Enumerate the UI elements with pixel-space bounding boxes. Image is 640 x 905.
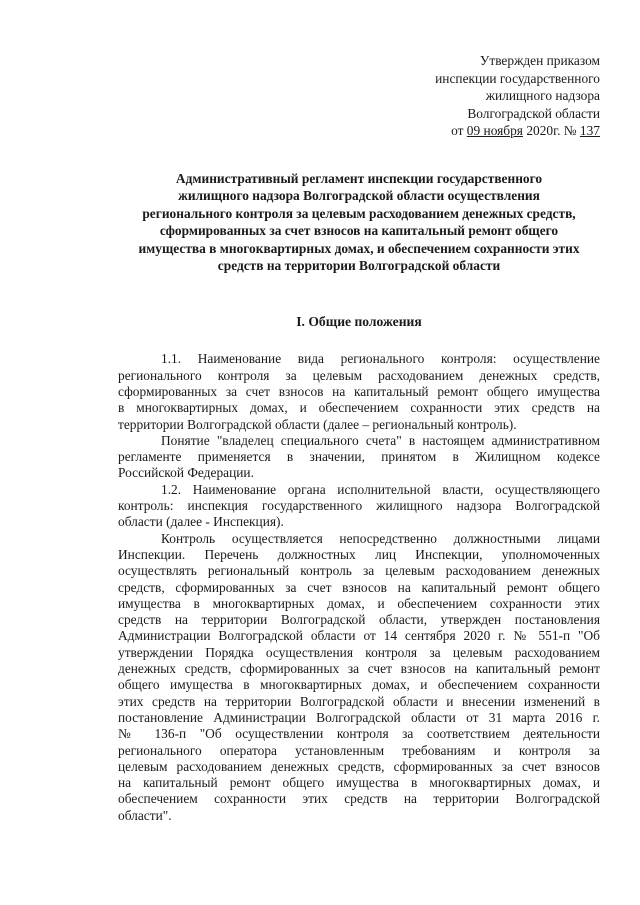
paragraph-1-1 (118, 351, 600, 432)
section-heading: I. Общие положения (296, 314, 422, 330)
title-line: жилищного надзора Волгоградской области осуществления (178, 188, 540, 204)
paragraph-line: регионального контроля за целевым расходованием денежных средств, (118, 367, 600, 383)
paragraph-line: № 136-п "Об осуществлении контроля за соответствием деятельности (118, 726, 600, 742)
paragraph-line: утверждении Порядка осуществления контроля за целевым расходованием (118, 644, 600, 660)
paragraph-line: Инспекции. Перечень должностных лиц Инспекции, уполномоченных (118, 546, 600, 562)
paragraph-line: регламенте применяется в значении, принятом в Жилищном кодексе (118, 449, 600, 465)
document-body (118, 351, 600, 824)
paragraph-line: 1.1. Наименование вида регионального контроля: осуществление (161, 351, 600, 367)
paragraph-line: сформированных за счет взносов на капитальный ремонт общего имущества (118, 384, 600, 399)
paragraph-line: средств на территории Волгоградской области, утвержден постановления (118, 612, 600, 628)
title-line: имущества в многоквартирных домах, и обеспечением сохранности этих (138, 240, 580, 256)
paragraph-line: этих средств на территории Волгоградской области и внесении изменений в (118, 693, 600, 709)
approval-line: инспекции государственного (435, 70, 600, 86)
approval-year: 2020г. № (522, 123, 580, 139)
paragraph-line: средств, сформированных за счет взносов на капитальный ремонт общего (118, 579, 600, 595)
approval-date: 09 ноября (466, 123, 523, 139)
paragraph-line: Понятие "владелец специального счета" в настоящем административном (161, 432, 600, 448)
title-line: регионального контроля за целевым расходованием денежных средств, (142, 205, 576, 221)
approval-stamp (118, 52, 600, 140)
paragraph-line: области (далее - Инспекция). (118, 514, 284, 530)
approval-date-prefix: от (451, 123, 467, 139)
paragraph-line: территории Волгоградской области (далее – региональный контроль). (118, 416, 517, 432)
paragraph-line: на капитальный ремонт общего имущества в многоквартирных домах, и (118, 775, 600, 791)
paragraph-line: денежных средств, сформированных за счет взносов на капитальный ремонт (118, 661, 600, 677)
paragraph-line: 1.2. Наименование органа исполнительной власти, осуществляющего (161, 481, 600, 497)
title-line: средств на территории Волгоградской области (217, 258, 501, 273)
title-line: сформированных за счет взносов на капитальный ремонт общего (159, 223, 559, 239)
approval-line: Волгоградской области (467, 105, 600, 121)
approval-line: жилищного надзора (485, 88, 600, 104)
approval-date-line (118, 122, 600, 140)
paragraph-line: области". (118, 807, 172, 823)
paragraph-line: в многоквартирных домах, и обеспечением сохранности этих средств на (118, 400, 600, 416)
paragraph-line: имущества в многоквартирных домах, и обеспечением сохранности этих (118, 595, 600, 611)
paragraph-line: Контроль осуществляется непосредственно должностными лицами (161, 530, 600, 546)
paragraph-line: контроль: инспекция государственного жилищного надзора Волгоградской (118, 498, 600, 514)
paragraph-line: общего имущества в многоквартирных домах, и обеспечением сохранности (118, 677, 600, 693)
title-line: Административный регламент инспекции государственного (175, 170, 543, 186)
approval-line: Утвержден приказом (479, 53, 600, 68)
approval-number: 137 (579, 123, 600, 139)
paragraph-line: Администрации Волгоградской области от 14 сентября 2020 г. № 551-п "Об (118, 628, 600, 644)
paragraph-line: осуществлять региональный контроль за целевым расходованием денежных (118, 563, 600, 579)
paragraph-line: обеспечением сохранности этих средств на территории Волгоградской (118, 791, 600, 807)
paragraph-line: регионального оператора установленным требованиям и контроля за (118, 742, 600, 758)
paragraph-line: Российской Федерации. (118, 465, 254, 481)
paragraph-line: целевым расходованием денежных средств, сформированных за счет взносов (118, 758, 600, 774)
document-title (118, 170, 600, 274)
paragraph-line: постановление Администрации Волгоградской области от 31 марта 2016 г. (118, 709, 600, 725)
paragraph-special-account (118, 433, 600, 482)
paragraph-1-2 (118, 482, 600, 531)
paragraph-control-officials (118, 531, 600, 824)
